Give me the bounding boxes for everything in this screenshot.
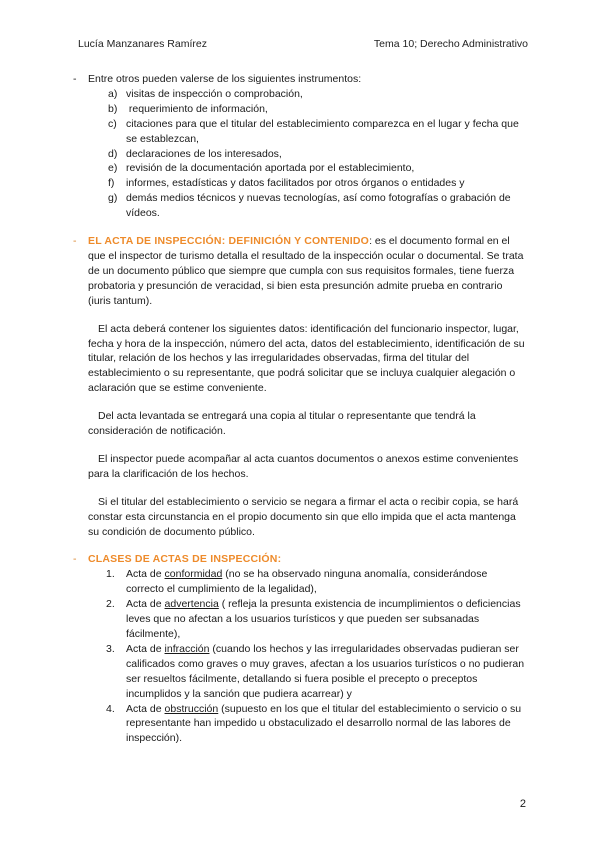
item-prefix: Acta de	[126, 702, 165, 715]
list-item-text: demás medios técnicos y nuevas tecnologías, así como fotografías o grabación de vídeos.	[126, 192, 511, 220]
list-item	[88, 642, 528, 702]
bullet-dash: -	[73, 73, 77, 85]
paragraph: El acta deberá contener los siguientes datos: identificación del funcionario inspector, lugar, fecha y hora de la inspección, número del acta, datos del establecimiento, identificación de su titular, relación de los hechos y las irregularidades observadas, firma del titular del establecimiento o su representante, que podrá solicitar que se incluya cualquier alegación o aclaración que se estime conveniente.	[88, 322, 525, 395]
section-clases-actas	[73, 552, 528, 746]
paragraph: Si el titular del establecimiento o servicio se negara a firmar el acta o recibir copia, se hará constar esta circunstancia en el propio documento sin que ello impida que el acta mantenga su condición de documento público.	[88, 495, 519, 538]
list-item-text: informes, estadísticas y datos facilitados por otros órganos o entidades y	[126, 177, 465, 190]
list-item-text: visitas de inspección o comprobación,	[126, 87, 303, 100]
section-heading: EL ACTA DE INSPECCIÓN: DEFINICIÓN Y CONTENIDO	[88, 235, 370, 248]
list-item	[88, 102, 528, 117]
instruments-list	[88, 87, 528, 221]
list-item	[88, 117, 528, 147]
list-marker: 1.	[106, 568, 115, 581]
list-item-text: requerimiento de información,	[126, 102, 268, 115]
instruments-intro: Entre otros pueden valerse de los siguientes instrumentos:	[88, 73, 362, 85]
acta-definition	[88, 234, 528, 309]
list-marker: g)	[108, 192, 118, 205]
item-prefix: Acta de	[126, 642, 165, 655]
section-acta-definicion	[73, 234, 528, 539]
list-marker: 2.	[106, 598, 115, 611]
section-heading: CLASES DE ACTAS DE INSPECCIÓN:	[88, 553, 282, 566]
paragraph: Del acta levantada se entregará una copia al titular o representante que tendrá la consideración de notificación.	[88, 410, 476, 438]
list-item-text: revisión de la documentación aportada por el establecimiento,	[126, 162, 415, 175]
list-item	[88, 191, 528, 221]
header-topic: Tema 10; Derecho Administrativo	[373, 38, 528, 50]
item-term: conformidad	[164, 568, 223, 581]
list-marker: d)	[108, 147, 118, 160]
paragraph: El inspector puede acompañar al acta cuantos documentos o anexos estime convenientes para la clarificación de los hechos.	[88, 452, 519, 480]
item-term: infracción	[164, 642, 210, 655]
list-item	[88, 567, 528, 597]
item-description: (cuando los hechos y las irregularidades observadas pudieran ser calificados como graves o muy graves, afectan a los usuarios turísticos o no pudieran ser resueltos fácilmente, detallando si fuera posible el precepto o preceptos incumplidos y la sanción que pudiera acarrear) y	[126, 642, 525, 700]
section-instruments	[73, 72, 528, 221]
list-item	[88, 702, 528, 747]
list-marker: 3.	[106, 642, 115, 655]
list-marker: f)	[108, 177, 115, 190]
list-marker: b)	[108, 102, 118, 115]
list-item-text: declaraciones de los interesados,	[126, 147, 282, 160]
list-item	[88, 176, 528, 191]
item-term: obstrucción	[164, 702, 219, 715]
list-marker: 4.	[106, 702, 115, 715]
item-description: (supuesto en los que el titular del establecimiento o servicio o su representante han impedido u obstaculizado el desarrollo normal de las labores de inspección).	[126, 702, 522, 745]
item-prefix: Acta de	[126, 598, 165, 611]
page-number: 2	[519, 798, 526, 810]
definition-text: : es el documento formal en el que el inspector de turismo detalla el resultado de la inspección ocular o documental. Se trata de un documento público que siempre que cumpla con sus requisitos formales, tiene fuerza probatoria y presunción de veracidad, si bien esta presunción admite prueba en contrario (iuris tantum).	[88, 235, 524, 307]
item-term: advertencia	[164, 598, 219, 611]
list-marker: c)	[108, 117, 117, 130]
bullet-dash: -	[73, 553, 77, 566]
list-marker: e)	[108, 162, 118, 175]
bullet-dash: -	[73, 235, 77, 248]
header-author: Lucía Manzanares Ramírez	[78, 38, 207, 50]
list-item	[88, 87, 528, 102]
list-item	[88, 147, 528, 162]
item-description: ( refleja la presunta existencia de incumplimientos o deficiencias leves que no afectan a los usuarios turísticos y que pueden ser subsanadas fácilmente),	[126, 598, 521, 640]
item-description: (no se ha observado ninguna anomalía, considerándose correcto el cumplimiento de la legalidad),	[126, 568, 488, 596]
item-prefix: Acta de	[126, 568, 165, 581]
list-marker: a)	[108, 87, 118, 100]
list-item	[88, 161, 528, 176]
acta-types-list	[88, 567, 528, 746]
list-item	[88, 597, 528, 642]
list-item-text: citaciones para que el titular del establecimiento comparezca en el lugar y fecha que se establezcan,	[126, 117, 519, 145]
document-body	[73, 72, 528, 746]
